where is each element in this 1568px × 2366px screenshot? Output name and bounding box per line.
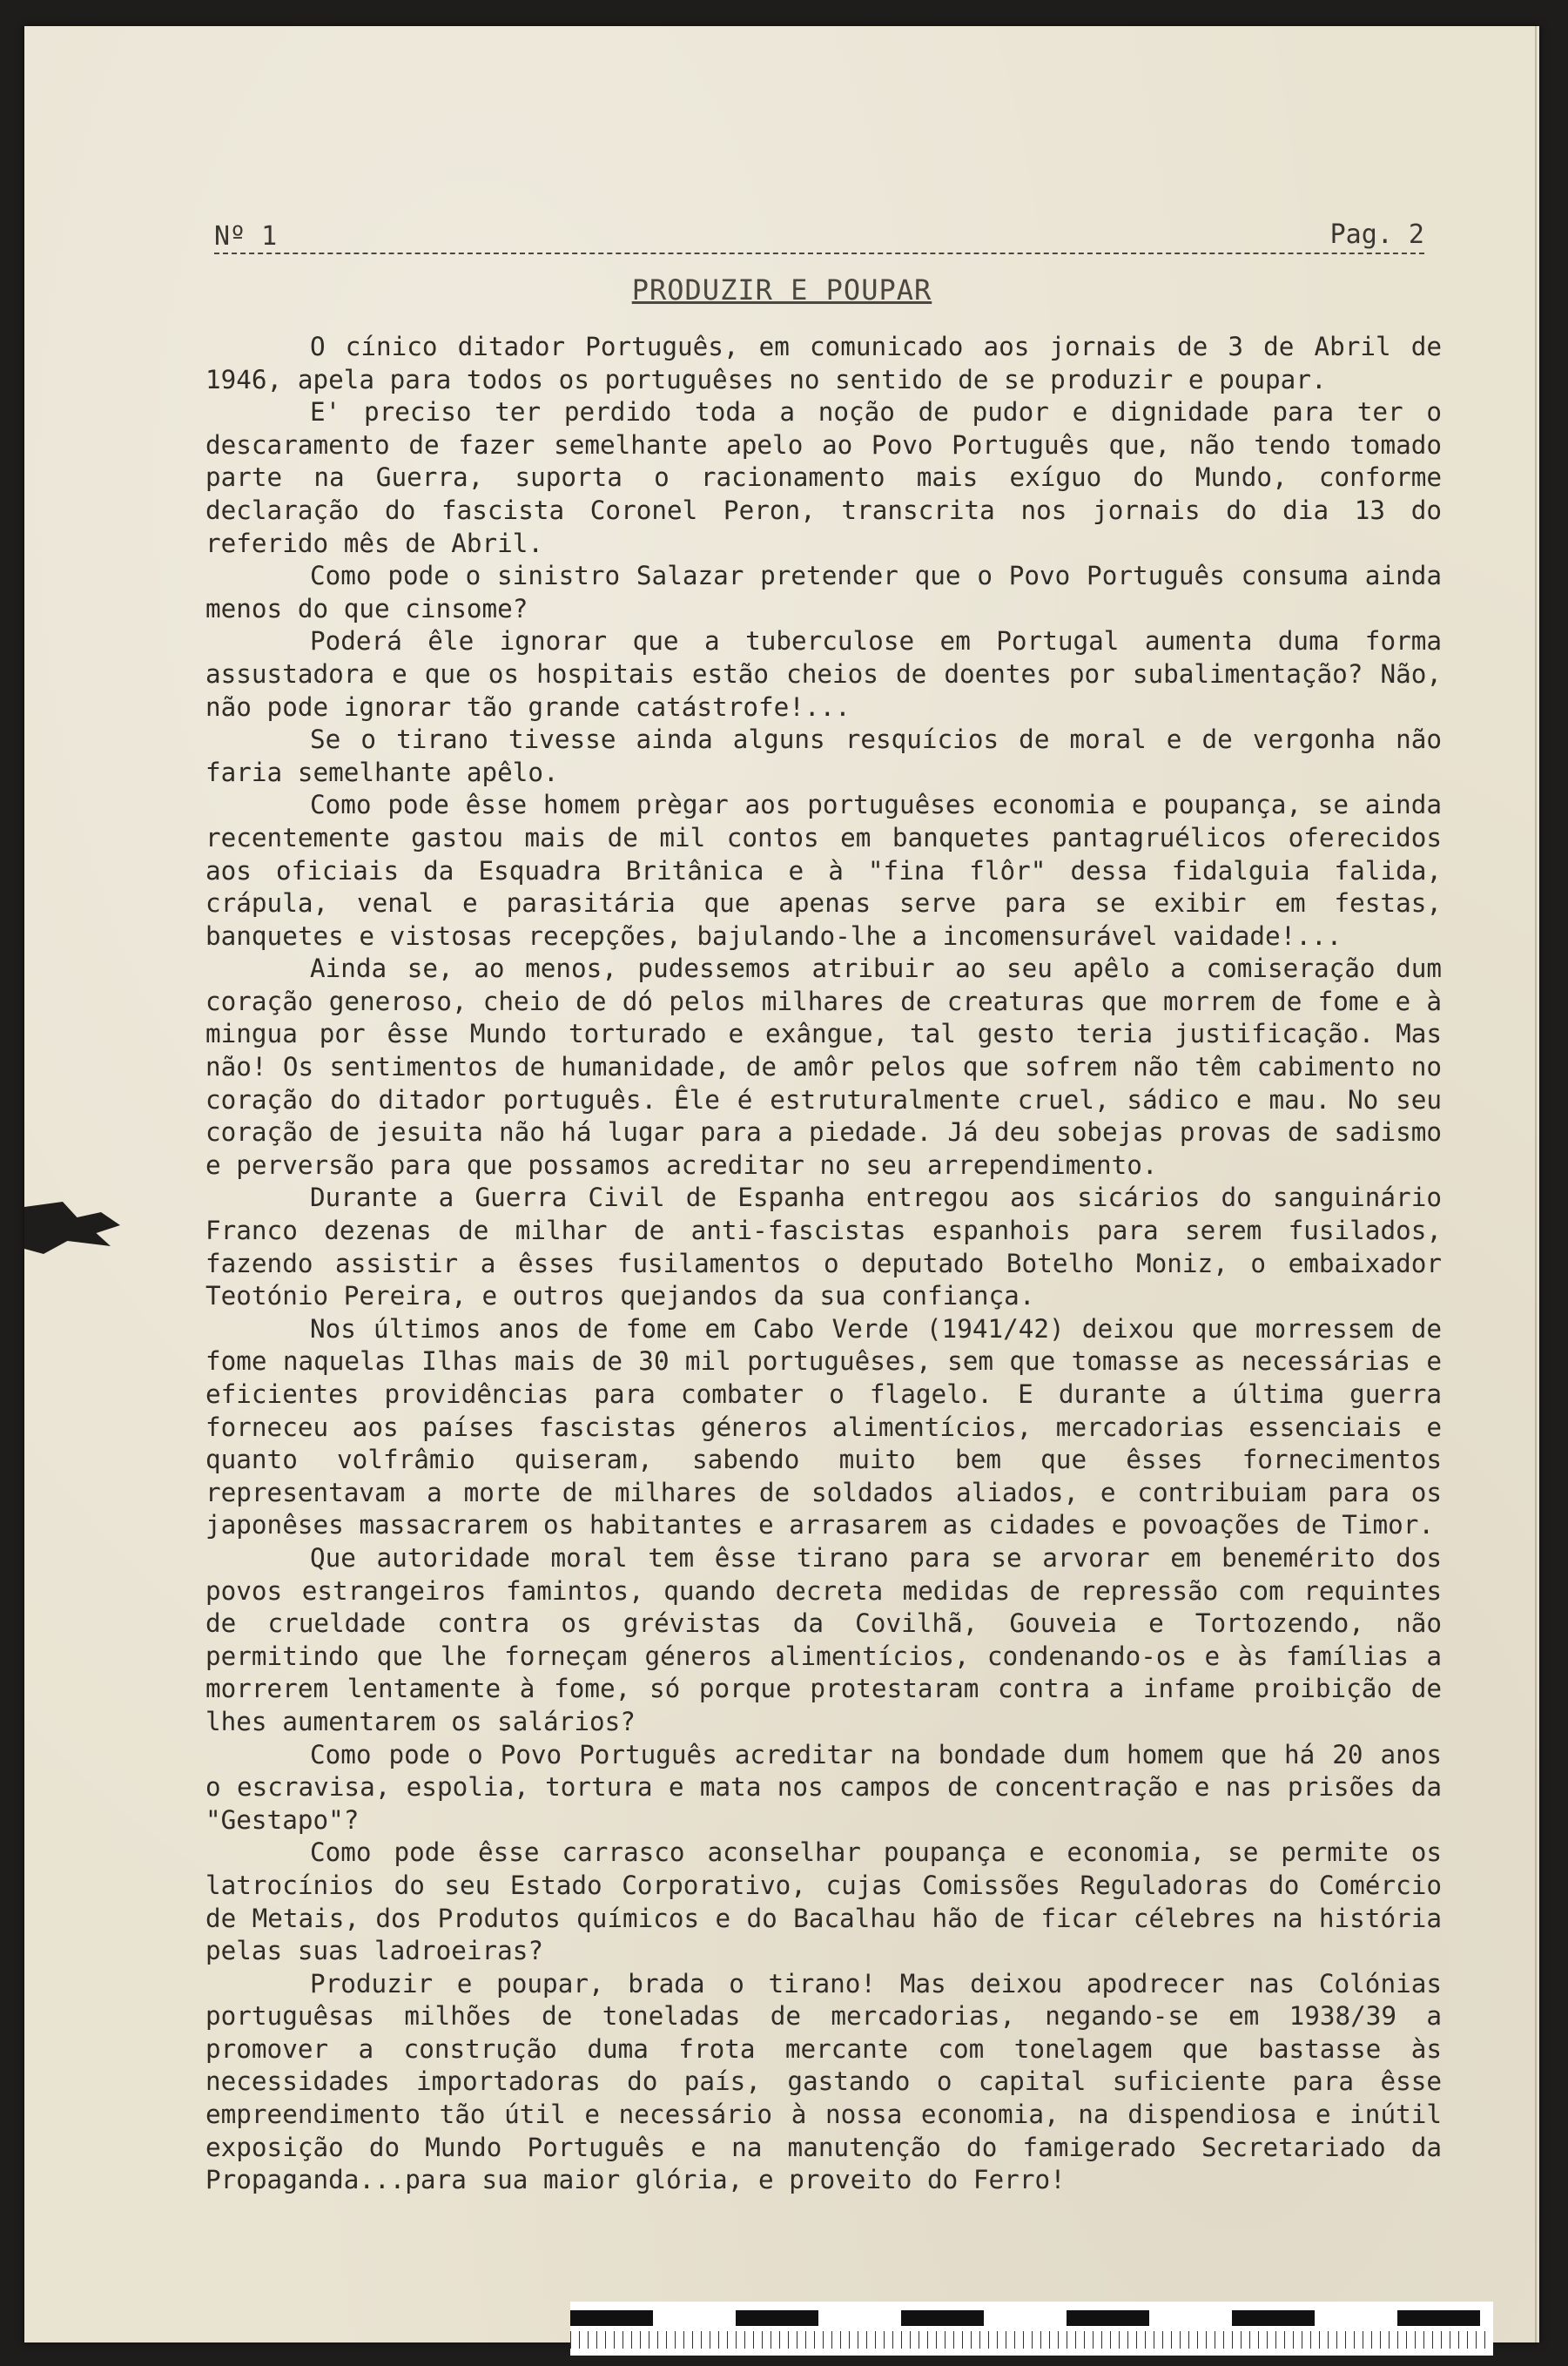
article-body [205,331,1442,2197]
article-title-text: PRODUZIR E POUPAR [631,273,932,307]
paragraph: Como pode êsse homem prègar aos portuguêses economia e poupança, se ainda recentemente gastou mais de mil contos em banquetes pantagruélicos oferecidos aos oficiais da Esquadra Britânica e à "fina flôr" dessa fidalguia falida, crápula, venal e parasitária que apenas serve para se exibir em festas, banquetes e vistosas recepções, bajulando-lhe a incomensurável vaidade!... [205,790,1442,951]
ruler-segment [901,2310,984,2326]
ruler-segment [1397,2310,1480,2326]
article-title [24,273,1539,307]
paragraph: Se o tirano tivesse ainda alguns resquícios de moral e de vergonha não faria semelhante apêlo. [205,725,1442,787]
ruler-segment [1232,2310,1315,2326]
paragraph: O cínico ditador Português, em comunicado aos jornais de 3 de Abril de 1946, apela para todos os portuguêses no sentido de se produzir e poupar. [205,332,1442,394]
page-number: Pag. 2 [1329,219,1424,250]
paragraph: Ainda se, ao menos, pudessemos atribuir ao seu apêlo a comiseração dum coração generoso, cheio de dó pelos milhares de creaturas que morrem de fome e à mingua por êsse Mundo torturado e exângue, tal gesto teria justificação. Mas não! Os sentimentos de humanidade, de amôr pelos que sofrem não têm cabimento no coração do ditador português. Êle é estruturalmente cruel, sádico e mau. No seu coração de jesuita não há lugar para a piedade. Já deu sobejas provas de sadismo e perversão para que possamos acreditar no seu arrependimento. [205,954,1442,1180]
ruler-ticks [570,2331,1493,2349]
scale-ruler [570,2302,1493,2356]
paragraph: Poderá êle ignorar que a tuberculose em Portugal aumenta duma forma assustadora e que os hospitais estão cheios de doentes por subalimentação? Não, não pode ignorar tão grande catástrofe!... [205,626,1442,722]
ruler-segment [1067,2310,1149,2326]
paragraph: Durante a Guerra Civil de Espanha entregou aos sicários do sanguinário Franco dezenas de milhar de anti-fascistas espanhois para serem fusilados, fazendo assistir a êsses fusilamentos o deputado Botelho Moniz, o embaixador Teotónio Pereira, e outros quejandos da sua confiança. [205,1183,1442,1311]
paragraph: Nos últimos anos de fome em Cabo Verde (1941/42) deixou que morressem de fome naquelas Ilhas mais de 30 mil portuguêses, sem que tomasse as necessárias e eficientes providências para combater o flagelo. E durante a última guerra forneceu aos países fascistas géneros alimentícios, mercadorias essenciais e quanto volfrâmio quiseram, sabendo muito bem que êsses fornecimentos representavam a morte de milhares de soldados aliados, e contribuiam para os japonêses massacrarem os habitantes e arrasarem as cidades e povoações de Timor. [205,1313,1442,1540]
fold-crease [1535,26,1537,2342]
torn-edge [24,1202,120,1254]
paragraph: Como pode o Povo Português acreditar na bondade dum homem que há 20 anos o escravisa, espolia, tortura e mata nos campos de concentração e nas prisões da "Gestapo"? [205,1739,1442,1835]
paragraph: Como pode êsse carrasco aconselhar poupança e economia, se permite os latrocínios do seu Estado Corporativo, cujas Comissões Reguladoras do Comércio de Metais, dos Produtos químicos e do Bacalhau hão de ficar célebres na história pelas suas ladroeiras? [205,1837,1442,1966]
paragraph: E' preciso ter perdido toda a noção de pudor e dignidade para ter o descaramento de fazer semelhante apelo ao Povo Português que, não tendo tomado parte na Guerra, suporta o racionamento mais exíguo do Mundo, conforme declaração do fascista Coronel Peron, transcrita nos jornais do dia 13 do referido mês de Abril. [205,397,1442,558]
paper-sheet [24,26,1539,2342]
paragraph: Produzir e poupar, brada o tirano! Mas deixou apodrecer nas Colónias portuguêsas milhões de toneladas de mercadorias, negando-se em 1938/39 a promover a construção duma frota mercante com tonelagem que bastasse às necessidades importadoras do país, gastando o capital suficiente para êsse empreendimento tão útil e necessário à nossa economia, na dispendiosa e inútil exposição do Mundo Português e na manutenção do famigerado Secretariado da Propaganda...para sua maior glória, e proveito do Ferro! [205,1968,1442,2195]
paragraph: Como pode o sinistro Salazar pretender que o Povo Português consuma ainda menos do que cinsome? [205,561,1442,624]
paragraph: Que autoridade moral tem êsse tirano para se arvorar em benemérito dos povos estrangeiros famintos, quando decreta medidas de repressão com requintes de crueldade contra os grévistas da Covilhã, Gouveia e Tortozendo, não permitindo que lhe forneçam géneros alimentícios, condenando-os e às famílias a morrerem lentamente à fome, só porque protestaram contra a infame proibição de lhes aumentarem os salários? [205,1542,1442,1736]
page-header [214,219,1424,254]
ruler-segment [570,2310,653,2326]
issue-number: Nº 1 [214,221,278,252]
ruler-segment [736,2310,818,2326]
